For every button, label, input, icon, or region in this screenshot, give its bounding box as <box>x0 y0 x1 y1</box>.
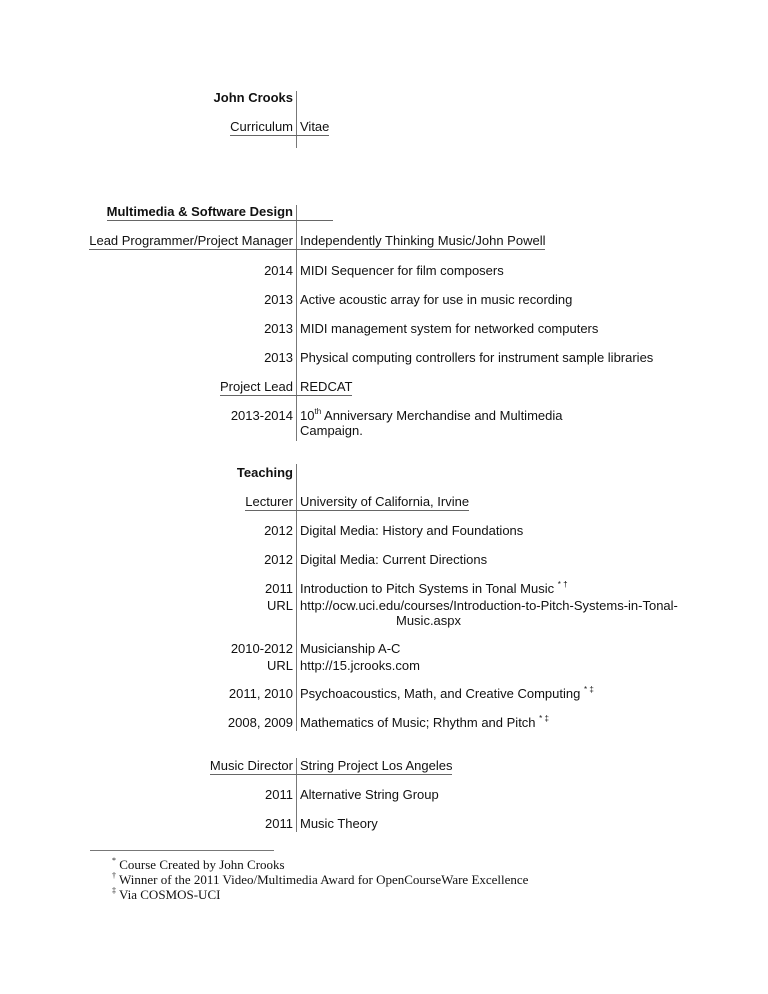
entry-year: 2011 <box>265 581 293 596</box>
entry-row <box>0 686 768 702</box>
footnote: * Course Created by John Crooks <box>112 856 285 872</box>
url-link[interactable]: http://ocw.uci.edu/courses/Introduction-to-Pitch-Systems-in-Tonal- <box>300 598 678 613</box>
entry-row <box>0 408 768 424</box>
entry-text: Mathematics of Music; Rhythm and Pitch * ‡ <box>300 714 549 730</box>
entry-text: Active acoustic array for use in music recording <box>300 292 573 307</box>
entry-text: MIDI Sequencer for film composers <box>300 263 504 278</box>
name-row <box>0 90 768 106</box>
entry-row <box>0 523 768 539</box>
footnote: † Winner of the 2011 Video/Multimedia Award for OpenCourseWare Excellence <box>112 871 529 887</box>
entry-text: MIDI management system for networked computers <box>300 321 599 336</box>
entry-year: 2011, 2010 <box>228 686 293 701</box>
author-name: John Crooks <box>213 90 293 105</box>
role-row <box>0 494 768 510</box>
entry-year: 2013 <box>264 292 293 307</box>
entry-text: Campaign. <box>300 423 363 438</box>
entry-row-continued <box>0 423 768 439</box>
entry-text: 10th Anniversary Merchandise and Multimedia <box>300 407 563 423</box>
entry-row <box>0 263 768 279</box>
title-row <box>0 119 768 135</box>
entry-year: 2011 <box>265 816 293 831</box>
entry-text: Digital Media: Current Directions <box>300 552 488 567</box>
title-left: Curriculum <box>230 119 297 136</box>
section-heading-row <box>0 204 768 220</box>
url-row <box>0 598 768 614</box>
url-row <box>0 658 768 674</box>
title-right: Vitae <box>296 119 329 136</box>
entry-text: Music Theory <box>300 816 378 831</box>
entry-row <box>0 816 768 832</box>
entry-text: Introduction to Pitch Systems in Tonal Music * † <box>300 580 568 596</box>
url-link[interactable]: Music.aspx <box>396 613 462 628</box>
entry-year: 2012 <box>264 552 293 567</box>
entry-row <box>0 641 768 657</box>
entry-text: Alternative String Group <box>300 787 439 802</box>
role-row <box>0 233 768 249</box>
entry-year: 2013 <box>264 321 293 336</box>
url-label: URL <box>266 658 293 673</box>
entry-row <box>0 321 768 337</box>
entry-row <box>0 350 768 366</box>
entry-row <box>0 581 768 597</box>
entry-row <box>0 292 768 308</box>
entry-text: Musicianship A-C <box>300 641 401 656</box>
section-heading-row <box>0 465 768 481</box>
role-row <box>0 758 768 774</box>
entry-row <box>0 552 768 568</box>
entry-year: 2013-2014 <box>230 408 293 423</box>
entry-text: Psychoacoustics, Math, and Creative Computing * ‡ <box>300 685 594 701</box>
role-org: String Project Los Angeles <box>296 758 452 775</box>
role-org: REDCAT <box>296 379 352 396</box>
entry-year: 2012 <box>264 523 293 538</box>
section-heading: Multimedia & Software Design <box>107 204 297 221</box>
entry-row <box>0 787 768 803</box>
url-row-continued <box>0 613 768 629</box>
section-heading: Teaching <box>236 465 293 480</box>
role-label: Lead Programmer/Project Manager <box>89 233 297 250</box>
heading-underline <box>296 220 333 221</box>
role-row <box>0 379 768 395</box>
entry-year: 2008, 2009 <box>227 715 293 730</box>
footnote: ‡ Via COSMOS-UCI <box>112 886 221 902</box>
entry-year: 2013 <box>264 350 293 365</box>
entry-year: 2011 <box>265 787 293 802</box>
role-label: Music Director <box>210 758 297 775</box>
role-org: University of California, Irvine <box>296 494 469 511</box>
footnote-separator <box>90 850 274 851</box>
role-org: Independently Thinking Music/John Powell <box>296 233 545 250</box>
role-label: Project Lead <box>220 379 297 396</box>
entry-year: 2014 <box>264 263 293 278</box>
entry-row <box>0 715 768 731</box>
entry-text: Physical computing controllers for instrument sample libraries <box>300 350 654 365</box>
url-link[interactable]: http://15.jcrooks.com <box>300 658 420 673</box>
role-label: Lecturer <box>245 494 297 511</box>
entry-year: 2010-2012 <box>230 641 293 656</box>
entry-text: Digital Media: History and Foundations <box>300 523 524 538</box>
url-label: URL <box>266 598 293 613</box>
